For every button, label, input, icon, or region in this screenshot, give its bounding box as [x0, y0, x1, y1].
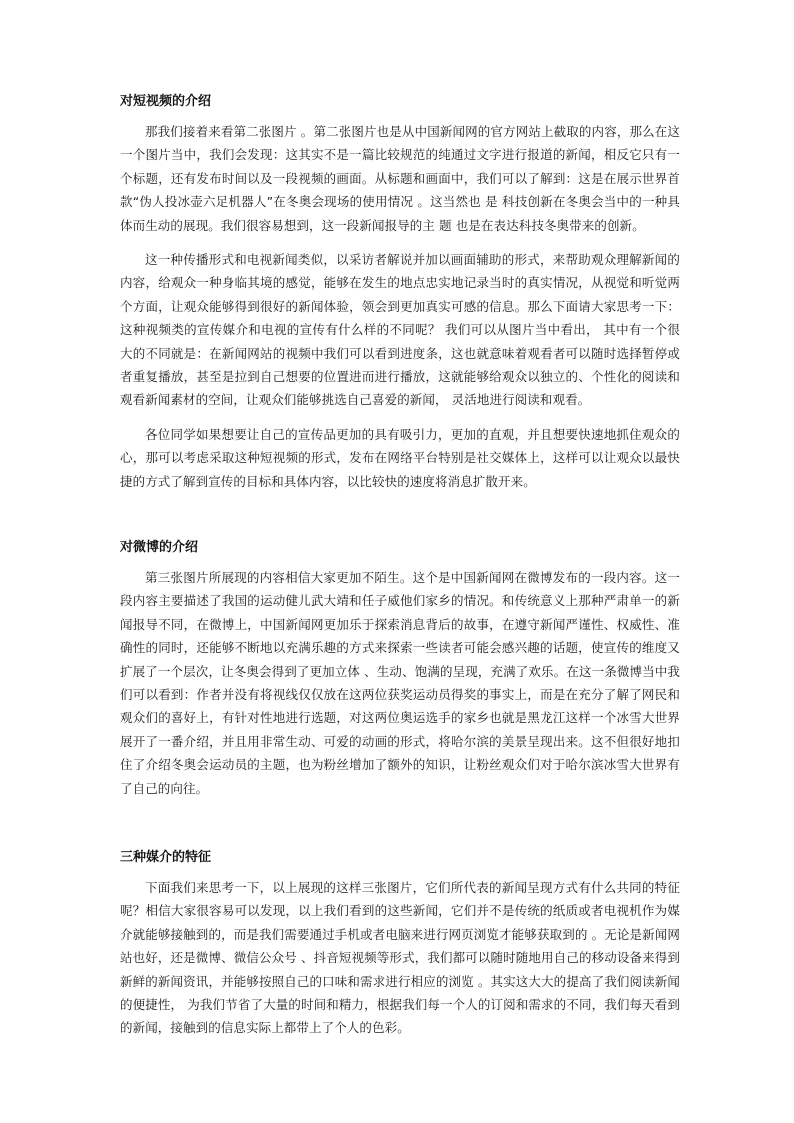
paragraph: 第三张图片所展现的内容相信大家更加不陌生。这个是中国新闻网在微博发布的一段内容。这一段内容主要描述了我国的运动健儿武大靖和任子威他们家乡的情况。和传统意义上那种严肃单一的新闻报导不同，在微博上，中国新闻网更加乐于探索消息背后的故事，在遵守新闻严谨性、权威性、准确性的同时，还能够不断地以充满乐趣的方式来探索一些读者可能会感兴趣的话题，使宣传的维度又扩展了一个层次，让冬奥会得到了更加立体 、生动、饱满的呈现，充满了欢乐。在这一条微博当中我们可以看到：作者并没有将视线仅仅放在这两位获奖运动员得奖的事实上，而是在充分了解了网民和观众们的喜好上，有针对性地进行选题，对这两位奥运选手的家乡也就是黑龙江这样一个冰雪大世界展开了一番介绍，并且用非常生动、可爱的动画的形式，将哈尔滨的美景呈现出来。这不但很好地扣住了介绍冬奥会运动员的主题，也为粉丝增加了额外的知识，让粉丝观众们对于哈尔滨冰雪大世界有了自己的向往。: [120, 570, 680, 796]
paragraph: 那我们接着来看第二张图片 。第二张图片也是从中国新闻网的官方网站上截取的内容，那么在这一个图片当中，我们会发现：这其实不是一篇比较规范的纯通过文字进行报道的新闻，相反它只有一个标题，还有发布时间以及一段视频的画面。从标题和画面中，我们可以了解到：这是在展示世界首款“伪人投冰壶六足机器人”在冬奥会现场的使用情况 。这当然也 是 科技创新在冬奥会当中的一种具体而生动的展现。我们很容易想到，这一段新闻报导的主 题 也是在表达科技冬奥带来的创新。: [120, 124, 680, 233]
paragraph: 下面我们来思考一下，以上展现的这样三张图片，它们所代表的新闻呈现方式有什么共同的特征呢？相信大家很容易可以发现，以上我们看到的这些新闻，它们并不是传统的纸质或者电视机作为媒介就能够接触到的，而是我们需要通过手机或者电脑来进行网页浏览才能够获取到的 。无论是新闻网站也好，还是微博、微信公众号 、抖音短视频等形式，我们都可以随时随地用自己的移动设备来得到新鲜的新闻资讯，并能够按照自己的口味和需求进行相应的浏览 。其实这大大的提高了我们阅读新闻的便捷性， 为我们节省了大量的时间和精力，根据我们每一个人的订阅和需求的不同，我们每天看到的新闻，接触到的信息实际上都带上了个人的色彩。: [120, 880, 680, 1036]
section-heading: 对微博的介绍: [120, 540, 199, 555]
section-heading: 对短视频的介绍: [120, 94, 212, 109]
section-short-video: [120, 92, 680, 504]
paragraph: 各位同学如果想要让自己的宣传品更加的具有吸引力，更加的直观，并且想要快速地抓住观众的心，那可以考虑采取这种短视频的形式，发布在网络平台特别是社交媒体上，这样可以让观众以最快捷的方式了解到宣传的目标和具体内容，以比较快的速度将消息扩散开来。: [120, 426, 680, 489]
section-heading: 三种媒介的特征: [120, 850, 212, 865]
section-media-features: [120, 848, 680, 1051]
section-weibo: [120, 538, 680, 811]
paragraph: 这一种传播形式和电视新闻类似，以采访者解说并加以画面辅助的形式，来帮助观众理解新闻的内容，给观众一种身临其境的感觉，能够在发生的地点忠实地记录当时的真实情况，从视觉和听觉两个方面，让观众能够得到很好的新闻体验，领会到更加真实可感的信息。那么下面请大家思考一下：这种视频类的宣传媒介和电视的宣传有什么样的不同呢？ 我们可以从图片当中看出， 其中有一个很大的不同就是：在新闻网站的视频中我们可以看到进度条，这也就意味着观看者可以随时选择暂停或者重复播放，甚至是拉到自己想要的位置进而进行播放，这就能够给观众以独立的、个性化的阅读和观看新闻素材的空间，让观众们能够挑选自己喜爱的新闻， 灵活地进行阅读和观看。: [120, 252, 680, 408]
